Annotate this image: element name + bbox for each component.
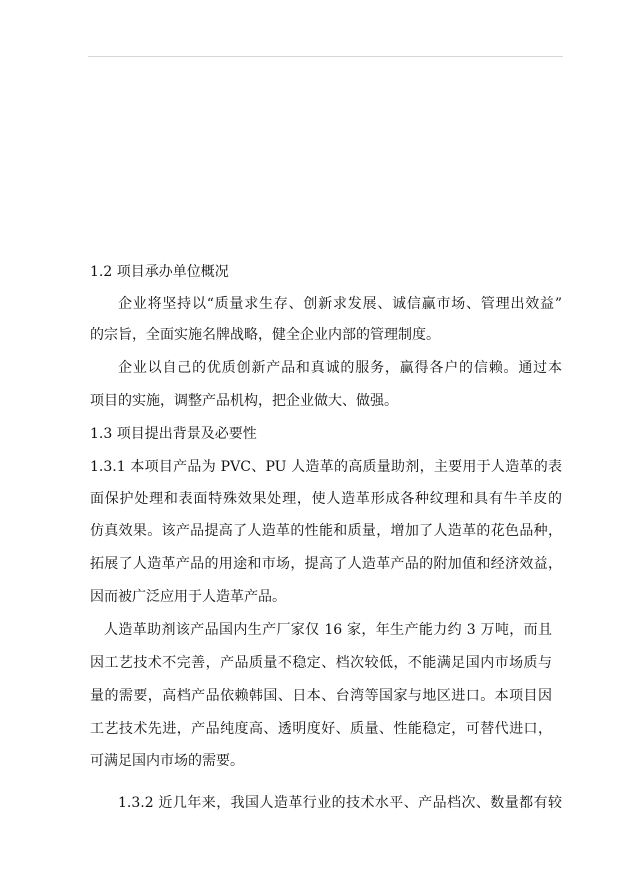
paragraph-line: 面保护处理和表面特殊效果处理，使人造革形成各种纹理和具有牛羊皮的 — [90, 491, 562, 507]
paragraph-line: 可满足国内市场的需要。 — [90, 753, 244, 769]
paragraph-line: 因工艺技术不完善，产品质量不稳定、档次较低，不能满足国内市场质与 — [90, 655, 552, 671]
section-heading-1-2: 1.2 项目承办单位概况 — [90, 264, 229, 280]
paragraph-line: 企业以自己的优质创新产品和真诚的服务，赢得各户的信赖。通过本 — [118, 360, 562, 376]
paragraph-line: 人造革助剂该产品国内生产厂家仅 16 家，年生产能力约 3 万吨，而且 — [104, 622, 552, 638]
paragraph-line: 量的需要，高档产品依赖韩国、日本、台湾等国家与地区进口。本项目因 — [90, 688, 552, 704]
paragraph-line: 1.3.2 近几年来，我国人造革行业的技术水平、产品档次、数量都有较 — [118, 795, 562, 811]
paragraph-line: 因而被广泛应用于人造革产品。 — [90, 589, 286, 605]
paragraph-line: 工艺技术先进，产品纯度高、透明度好、质量、性能稳定，可替代进口， — [90, 721, 552, 737]
paragraph-line: 企业将坚持以“质量求生存、创新求发展、诚信赢市场、管理出效益” — [118, 296, 562, 312]
paragraph-line: 的宗旨，全面实施名牌战略，健全企业内部的管理制度。 — [90, 327, 440, 343]
paragraph-line: 1.3.1 本项目产品为 PVC、PU 人造革的高质量助剂，主要用于人造革的表 — [90, 459, 562, 475]
paragraph-line: 拓展了人造革产品的用途和市场，提高了人造革产品的附加值和经济效益， — [90, 556, 562, 572]
section-heading-1-3: 1.3 项目提出背景及必要性 — [90, 426, 257, 442]
paragraph-line: 仿真效果。该产品提高了人造革的性能和质量，增加了人造革的花色品种， — [90, 523, 562, 539]
paragraph-line: 项目的实施，调整产品机构，把企业做大、做强。 — [90, 393, 398, 409]
header-rule — [88, 56, 563, 57]
